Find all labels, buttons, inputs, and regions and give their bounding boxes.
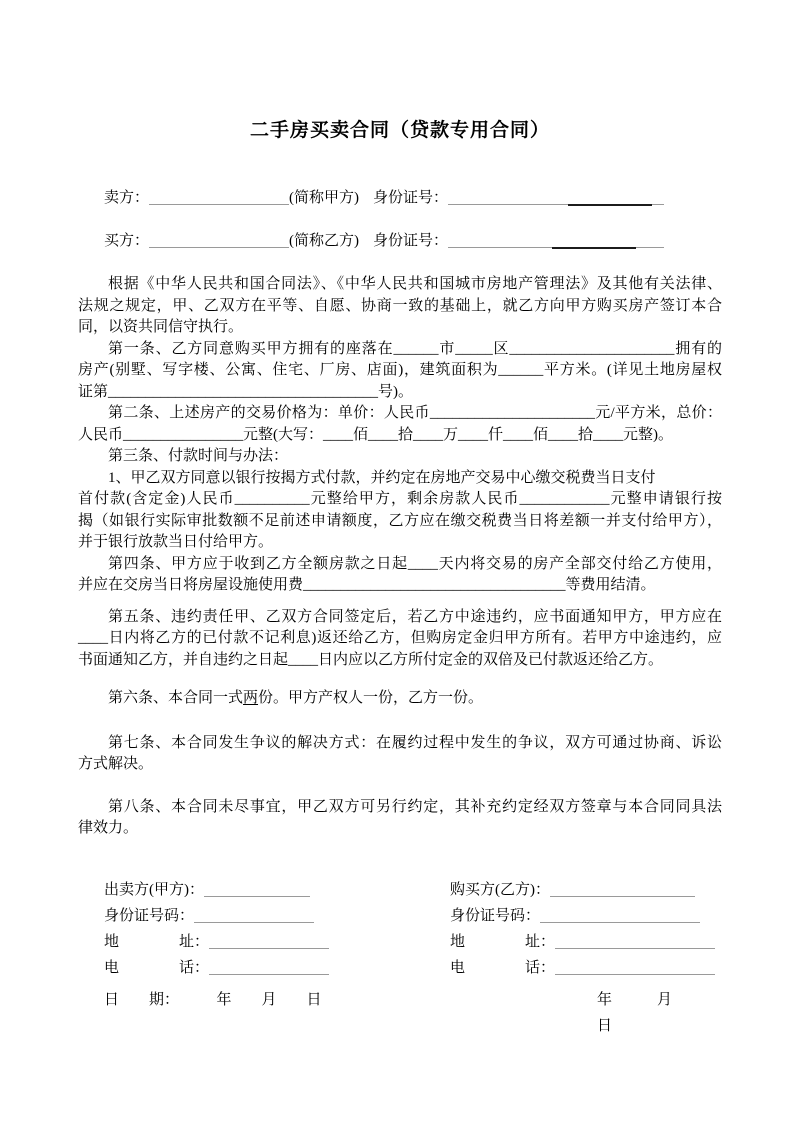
buyer-sign-name-row: [450, 877, 715, 903]
clause1-line: 房产(别墅、写字楼、公寓、住宅、厂房、店面)，建筑面积为______平方米。(详见土地房屋权: [78, 362, 722, 378]
date-row: [78, 987, 722, 1034]
buyer-sign-id-row: [450, 903, 715, 929]
clause3-item1-line: 揭（如银行实际审批数额不足前述申请额度，乙方应在缴交税费当日将差额一并支付给甲方），: [78, 512, 722, 529]
buyer-sign-id-label: 身份证号码：: [450, 907, 541, 924]
seller-row: [104, 187, 722, 209]
intro-line: 根据《中华人民共和国合同法》、《中华人民共和国城市房地产管理法》及其他有关法律、: [108, 276, 722, 292]
buyer-date-label: 年 月 日: [597, 991, 718, 1034]
buyer-sign-address-label: 地 址：: [450, 933, 556, 950]
seller-sign-name-blank: [204, 884, 310, 897]
clause4-line: 第四条、甲方应于收到乙方全额房款之日起____天内将交易的房产全部交付给乙方使用，: [108, 555, 722, 572]
clause7-line: 第七条、本合同发生争议的解决方式：在履约过程中发生的争议，双方可通过协商、诉讼: [108, 734, 722, 751]
seller-id-label: 身份证号：: [373, 190, 449, 206]
clause5-line: 书面通知乙方，并自违约之日起____日内应以乙方所付定金的双倍及已付款返还给乙方。: [78, 651, 664, 668]
buyer-id-label: 身份证号：: [373, 233, 449, 249]
clause3-item1-line: 1、甲乙双方同意以银行按揭方式付款，并约定在房地产交易中心缴交税费当日支付: [108, 469, 656, 486]
clause7-line: 方式解决。: [78, 756, 154, 772]
seller-id-blank: [448, 192, 664, 205]
clause3-item1-line: 首付款(含定金)人民币__________元整给甲方，剩余房款人民币____________元整申请银行按: [78, 491, 722, 507]
buyer-name-blank: [149, 235, 289, 248]
seller-id-blank-dark-segment: [568, 204, 652, 206]
clause5-line: ____日内将乙方的已付款不记利息)返还给乙方，但购房定金归甲方所有。若甲方中途违约，应: [78, 630, 722, 646]
clause3-item1-line: 并于银行放款当日付给甲方。: [78, 534, 274, 550]
seller-date-label: 日 期： 年 月 日: [104, 991, 322, 1008]
intro-line: 同，以资共同信守执行。: [78, 319, 244, 335]
buyer-sign-address-row: [450, 929, 715, 955]
buyer-row: [104, 230, 722, 252]
seller-sign-address-blank: [209, 936, 329, 949]
clause5-line: 第五条、违约责任甲、乙双方合同签定后，若乙方中途违约，应书面通知甲方，甲方应在: [108, 608, 722, 625]
clause6-line: [78, 688, 722, 710]
buyer-sign-id-blank: [540, 910, 700, 923]
buyer-signature-column: [450, 877, 715, 981]
buyer-id-blank: [448, 235, 664, 248]
seller-label: 卖方：: [104, 190, 150, 206]
seller-sign-phone-blank: [209, 962, 329, 975]
clause2-line: 人民币________________元整(大写：____佰____拾____万____仟____佰____拾____元整)。: [78, 426, 673, 443]
clause8-line: 律效力。: [78, 820, 139, 836]
clause4-line: 并应在交房当日将房屋设施使用费___________________________________等费用结清。: [78, 577, 656, 593]
buyer-sign-phone-row: [450, 955, 715, 981]
contract-body: [78, 274, 722, 840]
clause6-post: 份。甲方产权人一份，乙方一份。: [258, 690, 484, 706]
buyer-sign-phone-blank: [555, 962, 715, 975]
clause3-line: 第三条、付款时间与办法：: [108, 448, 289, 464]
intro-line: 法规之规定，甲、乙双方在平等、自愿、协商一致的基础上，就乙方向甲方购买房产签订本合: [78, 297, 722, 314]
seller-sign-id-label: 身份证号码：: [104, 907, 195, 924]
seller-sign-id-blank: [194, 910, 314, 923]
buyer-sign-phone-label: 电 话：: [450, 959, 556, 976]
clause2-line: 第二条、上述房产的交易价格为：单价：人民币______________________元/平方米，总价：: [108, 405, 722, 421]
buyer-id-blank-dark-segment: [552, 247, 636, 249]
buyer-sign-address-blank: [555, 936, 715, 949]
seller-name-blank: [149, 192, 289, 205]
buyer-short-label: (简称乙方): [289, 233, 360, 249]
buyer-label: 买方：: [104, 233, 150, 249]
clause8-line: 第八条、本合同未尽事宜，甲乙双方可另行约定，其补充约定经双方签章与本合同同具法: [108, 798, 722, 815]
signature-block: [78, 877, 722, 981]
seller-sign-title-label: 出卖方(甲方)：: [104, 881, 204, 898]
clause1-line: 证第____________________________________号)。: [78, 383, 413, 400]
page-title: 二手房买卖合同（贷款专用合同）: [249, 120, 550, 141]
clause6-underlined-char: 两: [243, 690, 259, 706]
clause1-line: 第一条、乙方同意购买甲方拥有的座落在______市_____区______________________拥有的: [108, 340, 722, 357]
seller-sign-phone-label: 电 话：: [104, 959, 210, 976]
seller-sign-address-label: 地 址：: [104, 933, 210, 950]
clause6-pre: 第六条、本合同一式: [108, 690, 244, 706]
seller-short-label: (简称甲方): [289, 190, 360, 206]
buyer-sign-title-label: 购买方(乙方)：: [450, 881, 550, 898]
buyer-sign-name-blank: [550, 884, 695, 897]
